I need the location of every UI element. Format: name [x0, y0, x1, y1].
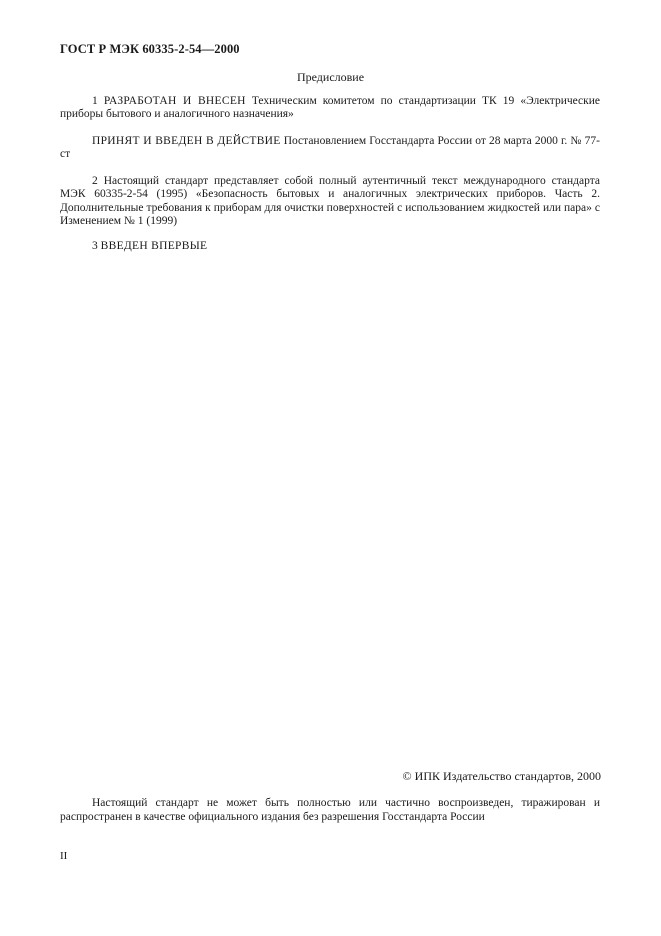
paragraph-number: 2 — [92, 175, 98, 187]
page-number: II — [60, 850, 68, 862]
paragraph-lead: ПРИНЯТ И ВВЕДЕН В ДЕЙСТВИЕ — [92, 135, 281, 147]
paragraph-number: 3 — [92, 240, 98, 252]
section-title: Предисловие — [296, 70, 365, 84]
paragraph-text: Настоящий стандарт представляет собой полный аутентичный текст международного стандарта МЭК 60335-2-54 (1995) «Безопасность бытовых и аналогичных электрических приборов. Часть 2. Дополнительные требования к приборам для очистки поверхностей с использованием жидкостей или пара» с Изменением № 1 (1999) — [60, 175, 600, 227]
paragraph-text: Постановлением Госстандарта России от 28 марта 2000 г. № 77-ст — [60, 135, 600, 161]
paragraph-introduced — [60, 240, 600, 253]
paragraph-developed — [60, 95, 600, 122]
copyright-line: © ИПК Издательство стандартов, 2000 — [402, 769, 601, 783]
paragraph-lead: ВВЕДЕН ВПЕРВЫЕ — [100, 240, 208, 252]
paragraph-lead: РАЗРАБОТАН И ВНЕСЕН — [103, 95, 246, 107]
paragraph-number: 1 — [92, 95, 98, 107]
notice-text: Настоящий стандарт не может быть полностью или частично воспроизведен, тиражирован и распространен в качестве официального издания без разрешения Госстандарта России — [60, 797, 600, 823]
paragraph-text: Техническим комитетом по стандартизации ТК 19 «Электрические приборы бытового и аналогичного назначения» — [60, 95, 600, 121]
document-code: ГОСТ Р МЭК 60335-2-54—2000 — [60, 42, 240, 56]
paragraph-adopted — [60, 135, 600, 162]
reproduction-notice — [60, 796, 600, 824]
paragraph-standard-text — [60, 175, 600, 228]
